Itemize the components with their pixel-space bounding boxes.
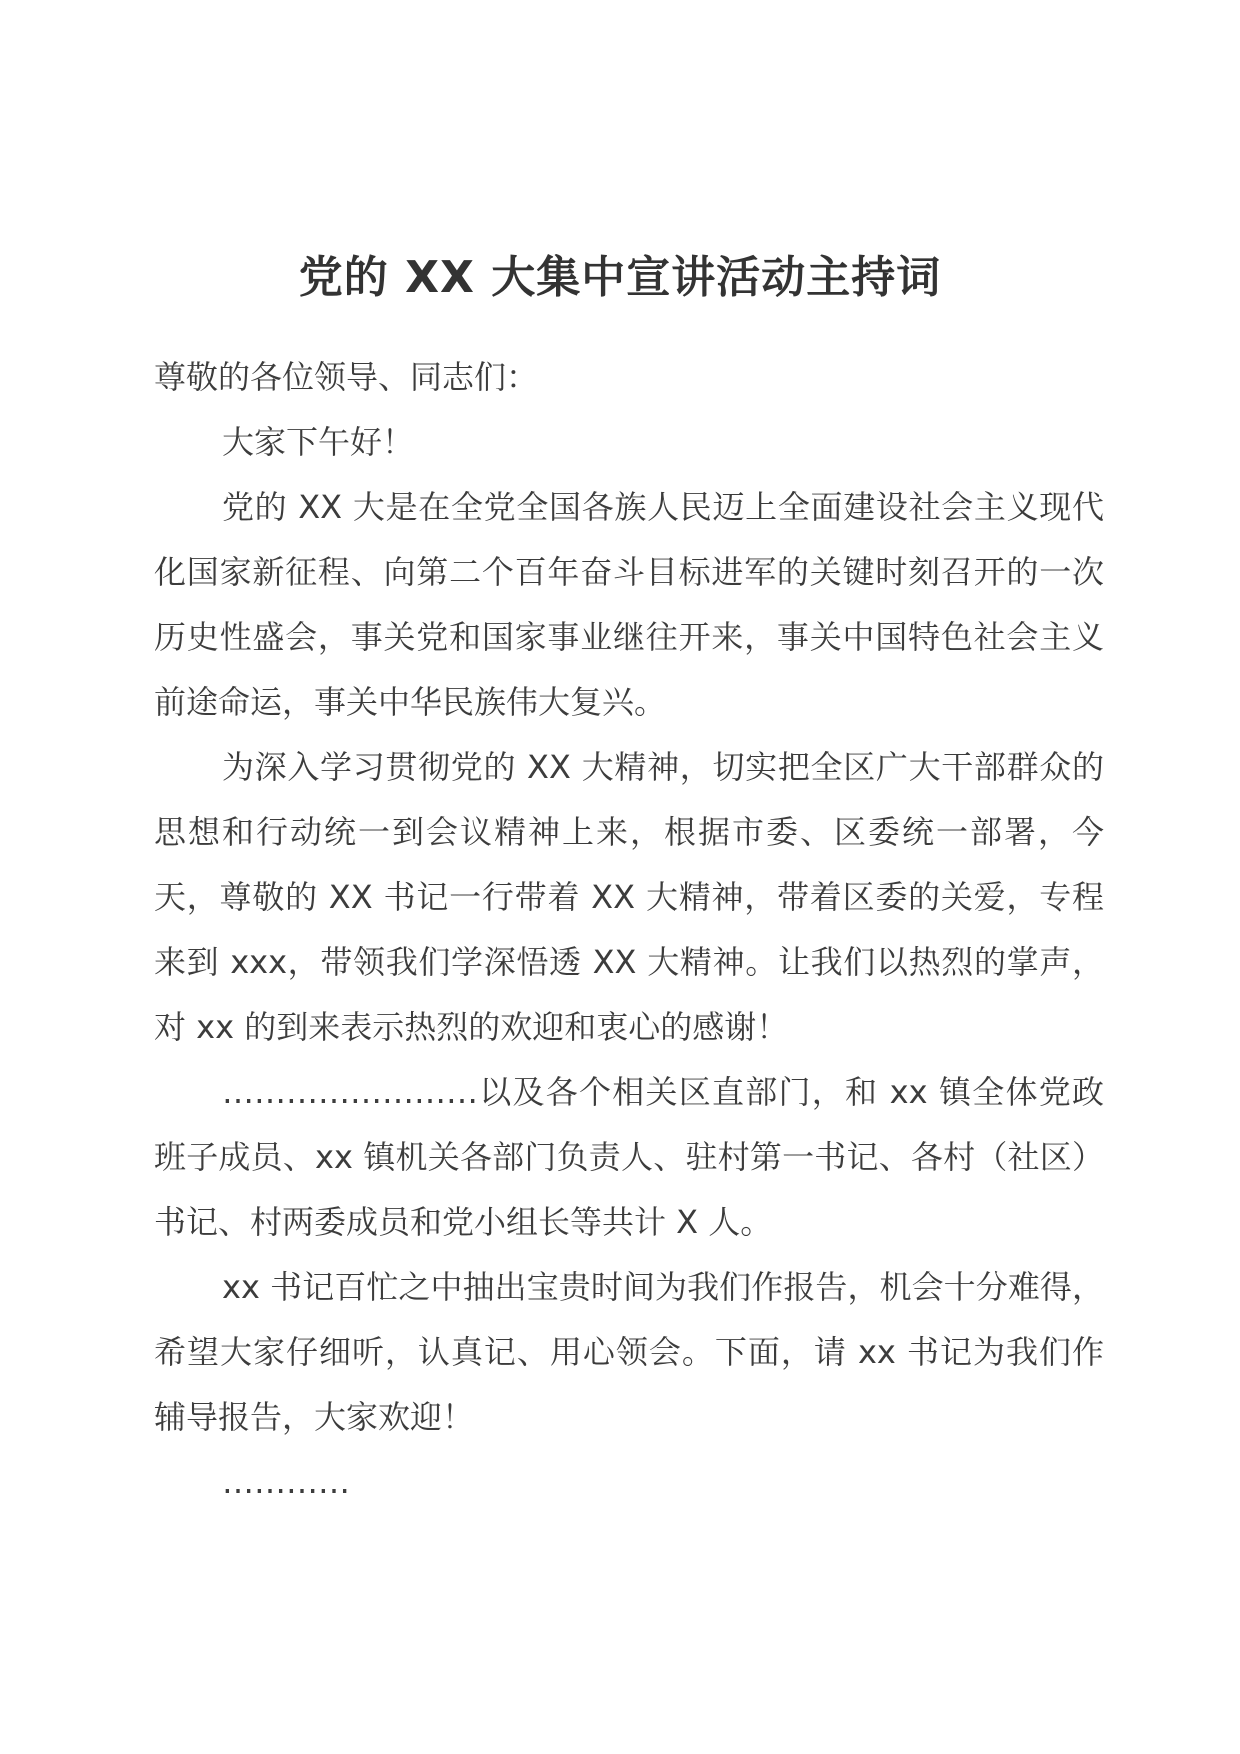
paragraph-report-intro: xx 书记百忙之中抽出宝贵时间为我们作报告，机会十分难得，希望大家仔细听，认真记、用心领会。下面，请 xx 书记为我们作辅导报告，大家欢迎！: [154, 1268, 1104, 1436]
paragraph-congress-significance: 党的 XX 大是在全党全国各族人民迈上全面建设社会主义现代化国家新征程、向第二个百年奋斗目标进军的关键时刻召开的一次历史性盛会，事关党和国家事业继往开来，事关中国特色社会主义前途命运，事关中华民族伟大复兴。: [154, 488, 1104, 721]
salutation: 尊敬的各位领导、同志们：: [154, 358, 539, 396]
document-title: 党的 XX 大集中宣讲活动主持词: [298, 252, 942, 303]
paragraph-welcome: 为深入学习贯彻党的 XX 大精神，切实把全区广大干部群众的思想和行动统一到会议精神上来，根据市委、区委统一部署，今天，尊敬的 XX 书记一行带着 XX 大精神，带着区委的关爱，专程来到 xxx，带领我们学深悟透 XX 大精神。让我们以热烈的掌声，对 xx 的到来表示热烈的欢迎和衷心的感谢！: [154, 748, 1104, 1046]
paragraph-ellipsis: …………: [222, 1463, 350, 1501]
paragraph-attendees: ……………………以及各个相关区直部门，和 xx 镇全体党政班子成员、xx 镇机关各部门负责人、驻村第一书记、各村（社区）书记、村两委成员和党小组长等共计 X 人。: [154, 1073, 1104, 1241]
document-body: [154, 345, 1104, 1515]
paragraph-greeting: 大家下午好！: [222, 423, 415, 461]
